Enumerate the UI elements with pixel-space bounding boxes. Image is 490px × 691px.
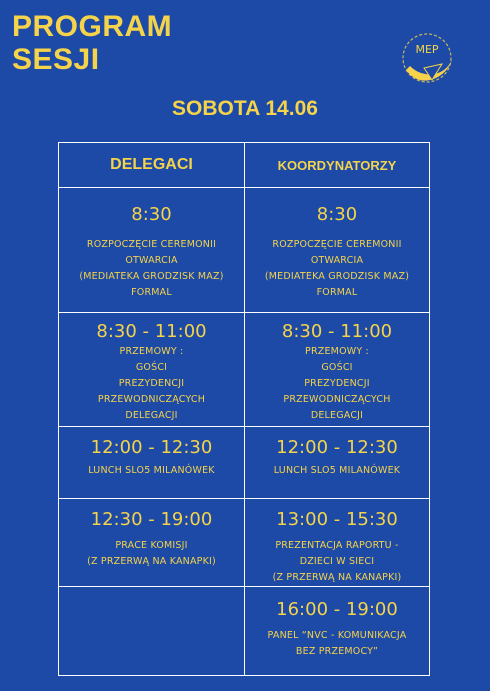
- table-row: [59, 499, 430, 587]
- desc-line: ROZPOCZĘCIE CEREMONII: [86, 239, 217, 250]
- table-cell: [59, 188, 245, 313]
- desc-line: GOŚCI: [135, 362, 168, 373]
- event-description: [61, 538, 242, 570]
- time-slot: 16:00 - 19:00: [276, 599, 398, 620]
- event-description: [247, 464, 427, 478]
- time-slot: 12:00 - 12:30: [276, 437, 398, 458]
- desc-line: PRZEWODNICZĄCYCH: [283, 394, 391, 405]
- event-description: [247, 237, 427, 301]
- table-cell: [245, 499, 430, 587]
- time-slot: 13:00 - 15:30: [276, 509, 398, 530]
- event-description: [247, 628, 427, 660]
- title-line-2: SESJI: [12, 43, 100, 76]
- mep-logo-icon: [396, 28, 458, 88]
- schedule-table: [58, 142, 430, 676]
- time-slot: 12:00 - 12:30: [90, 437, 213, 458]
- desc-line: PRZEMOWY :: [119, 346, 184, 357]
- desc-line: (Z PRZERWĄ NA KANAPKI): [272, 572, 402, 583]
- desc-line: DZIECI W SIECI: [299, 556, 375, 567]
- desc-line: ROZPOCZĘCIE CEREMONII: [272, 239, 402, 250]
- time-slot: 8:30: [316, 204, 358, 225]
- time-slot: 12:30 - 19:00: [90, 509, 213, 530]
- table-header-row: [59, 143, 430, 188]
- table-cell: [245, 313, 430, 427]
- desc-line: PRZEWODNICZĄCYCH: [97, 394, 206, 405]
- table-cell-empty: [59, 587, 245, 676]
- desc-line: PRACE KOMISJI: [115, 540, 188, 551]
- column-header-koordynatorzy: KOORDYNATORZY: [245, 143, 430, 188]
- event-description: [61, 237, 242, 301]
- desc-line: (Z PRZERWĄ NA KANAPKI): [87, 556, 216, 567]
- page-title: [12, 10, 172, 76]
- desc-line: DELEGACJI: [125, 410, 178, 421]
- desc-line: DELEGACJI: [310, 410, 364, 421]
- logo-text: MEP: [415, 43, 439, 56]
- event-description: [247, 538, 427, 586]
- desc-line: PREZYDENCJI: [118, 378, 185, 389]
- desc-line: PANEL “NVC - KOMUNIKACJA: [267, 630, 407, 641]
- desc-line: BEZ PRZEMOCY”: [295, 646, 379, 657]
- table-row: [59, 427, 430, 499]
- table-row: [59, 188, 430, 313]
- time-slot: 8:30: [131, 204, 172, 225]
- desc-line: (MEDIATEKA GRODZISK MAZ): [79, 271, 224, 282]
- table-row: [59, 587, 430, 676]
- table-cell: [245, 587, 430, 676]
- desc-line: LUNCH SLO5 MILANÓWEK: [88, 465, 215, 476]
- desc-line: PREZENTACJA RAPORTU -: [275, 540, 399, 551]
- time-slot: 8:30 - 11:00: [96, 321, 207, 342]
- table-cell: [245, 427, 430, 499]
- column-header-delegaci: DELEGACI: [59, 143, 245, 188]
- event-description: [61, 464, 242, 478]
- table-cell: [59, 499, 245, 587]
- desc-line: OTWARCIA: [125, 255, 178, 266]
- desc-line: LUNCH SLO5 MILANÓWEK: [273, 465, 401, 476]
- event-description: [247, 344, 427, 424]
- desc-line: PRZEMOWY :: [305, 346, 369, 357]
- desc-line: GOŚCI: [321, 362, 353, 373]
- time-slot: 8:30 - 11:00: [281, 321, 393, 342]
- day-heading: SOBOTA 14.06: [172, 97, 318, 120]
- table-cell: [245, 188, 430, 313]
- table-row: [59, 313, 430, 427]
- desc-line: OTWARCIA: [310, 255, 364, 266]
- desc-line: (MEDIATEKA GRODZISK MAZ): [264, 271, 410, 282]
- table-cell: [59, 313, 245, 427]
- event-description: [61, 344, 242, 424]
- desc-line: FORMAL: [131, 287, 172, 298]
- table-cell: [59, 427, 245, 499]
- desc-line: PREZYDENCJI: [304, 378, 370, 389]
- desc-line: FORMAL: [316, 287, 358, 298]
- title-line-1: PROGRAM: [12, 10, 173, 43]
